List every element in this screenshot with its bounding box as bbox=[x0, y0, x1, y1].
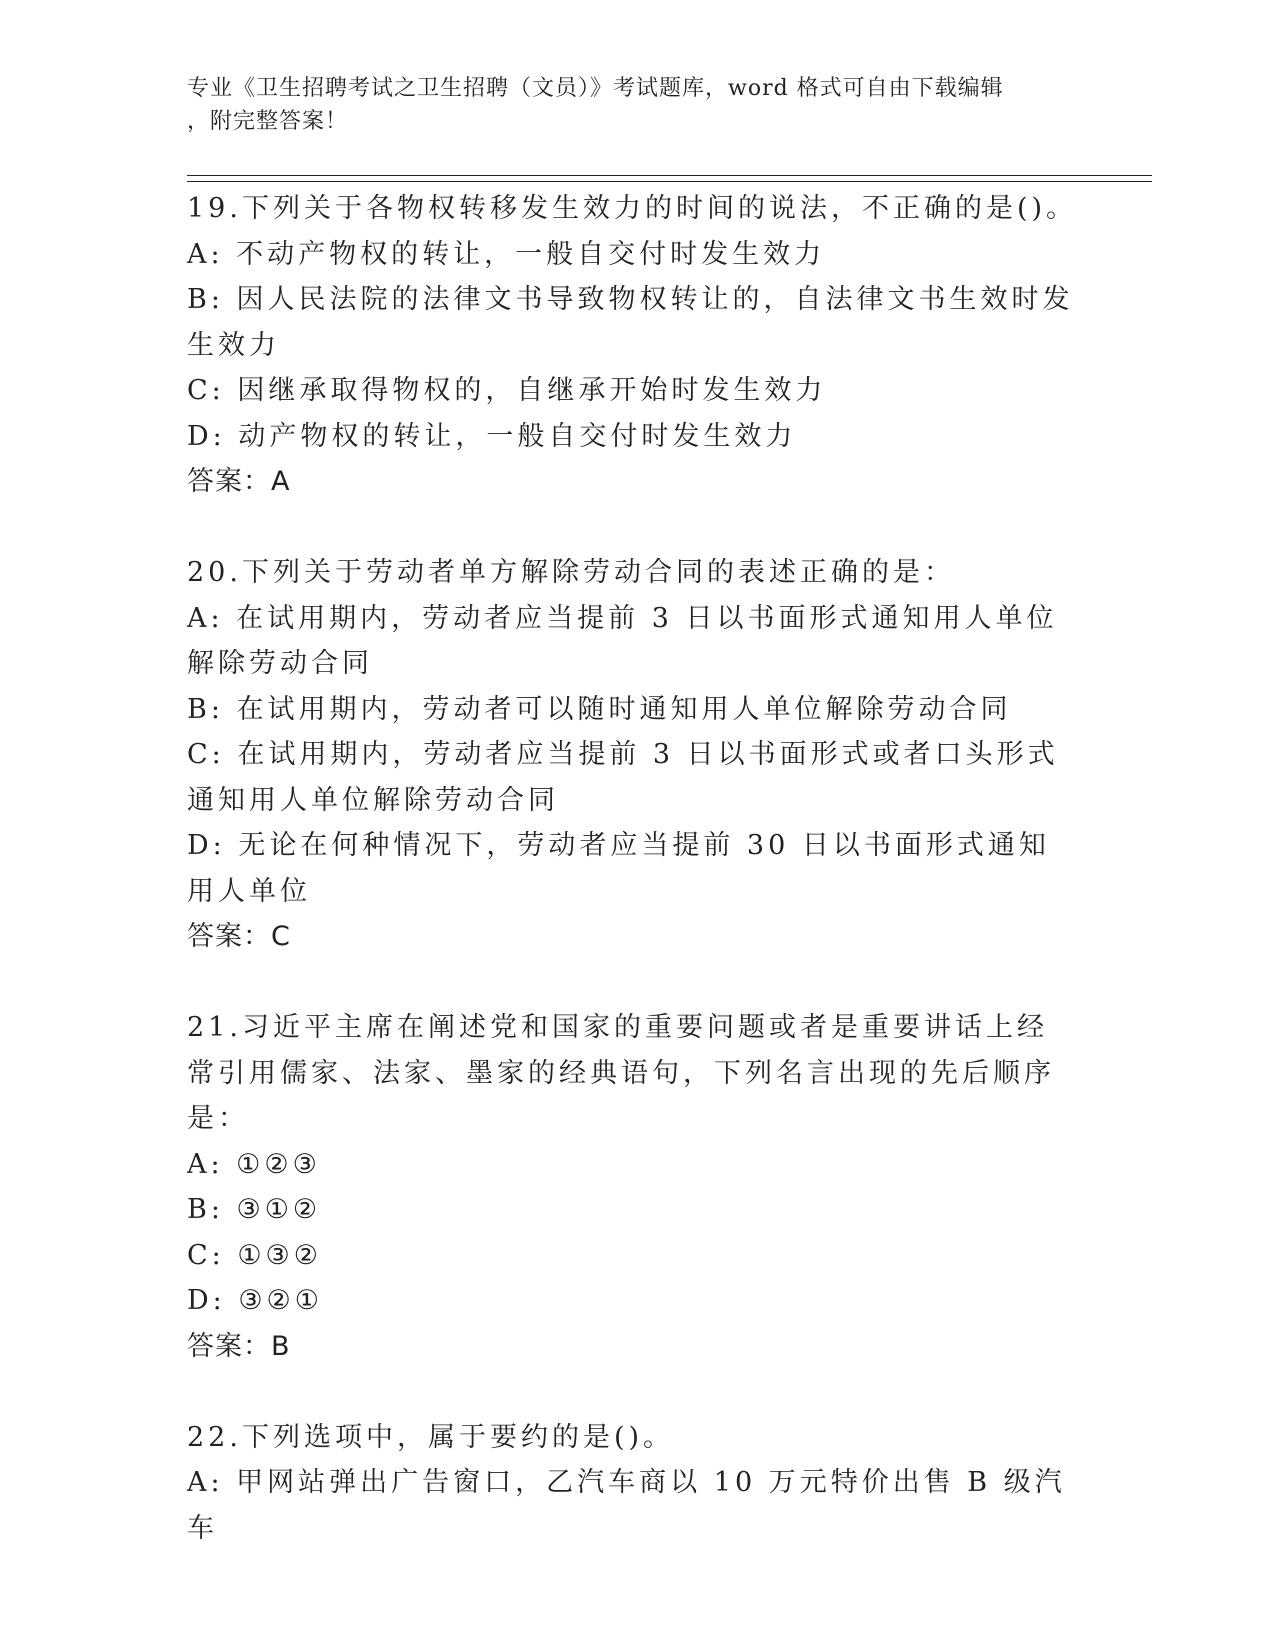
option-b: B: 因人民法院的法律文书导致物权转让的，自法律文书生效时发生效力 bbox=[187, 284, 1074, 361]
header-line-1: 专业《卫生招聘考试之卫生招聘（文员）》考试题库，word 格式可自由下载编辑 bbox=[187, 76, 1004, 101]
answer: 答案：A bbox=[187, 466, 291, 497]
option-c: C: ①③② bbox=[187, 1239, 322, 1271]
option-a: A: 不动产物权的转让，一般自交付时发生效力 bbox=[187, 238, 826, 270]
option-c: C: 因继承取得物权的，自继承开始时发生效力 bbox=[187, 375, 827, 406]
header-divider-top bbox=[187, 175, 1152, 176]
option-a: A: ①②③ bbox=[187, 1148, 321, 1180]
option-c: C: 在试用期内，劳动者应当提前 3 日以书面形式或者口头形式通知用人单位解除劳动合同 bbox=[187, 739, 1059, 816]
document-header bbox=[187, 72, 1067, 138]
question-21 bbox=[187, 1005, 1077, 1369]
question-19 bbox=[187, 186, 1077, 505]
header-divider-bottom bbox=[187, 181, 1152, 182]
answer: 答案：B bbox=[187, 1330, 291, 1362]
option-d: D: ③②① bbox=[187, 1285, 323, 1316]
question-stem: 20.下列关于劳动者单方解除劳动合同的表述正确的是： bbox=[187, 557, 955, 588]
question-stem: 19.下列关于各物权转移发生效力的时间的说法，不正确的是()。 bbox=[187, 193, 1078, 224]
question-22 bbox=[187, 1415, 1077, 1552]
question-stem: 21.习近平主席在阐述党和国家的重要问题或者是重要讲话上经常引用儒家、法家、墨家的经典语句，下列名言出现的先后顺序是： bbox=[187, 1012, 1055, 1134]
option-b: B: ③①② bbox=[187, 1194, 322, 1225]
option-a: A: 在试用期内，劳动者应当提前 3 日以书面形式通知用人单位解除劳动合同 bbox=[187, 602, 1058, 679]
option-d: D: 无论在何种情况下，劳动者应当提前 30 日以书面形式通知用人单位 bbox=[187, 830, 1050, 907]
option-d: D: 动产物权的转让，一般自交付时发生效力 bbox=[187, 420, 797, 452]
question-stem: 22.下列选项中，属于要约的是()。 bbox=[187, 1421, 675, 1453]
question-20 bbox=[187, 550, 1077, 960]
question-list bbox=[187, 186, 1077, 1597]
option-a: A: 甲网站弹出广告窗口，乙汽车商以 10 万元特价出售 B 级汽车 bbox=[187, 1467, 1066, 1544]
option-b: B: 在试用期内，劳动者可以随时通知用人单位解除劳动合同 bbox=[187, 693, 1012, 725]
header-line-2: ，附完整答案！ bbox=[187, 109, 349, 134]
answer: 答案：C bbox=[187, 921, 291, 952]
